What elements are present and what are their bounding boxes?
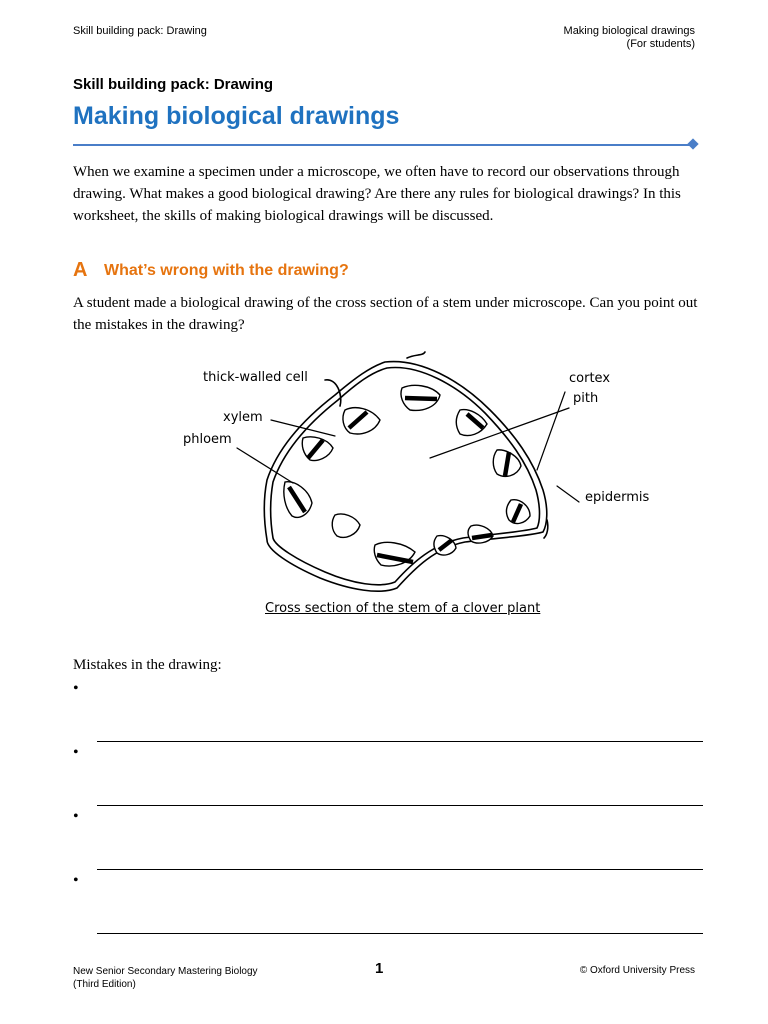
answer-line-3[interactable]: [97, 869, 703, 870]
section-title: What’s wrong with the drawing?: [104, 262, 349, 279]
label-phloem: phloem: [183, 432, 232, 447]
header-right: [564, 25, 695, 51]
footer-edition: (Third Edition): [73, 979, 136, 990]
header-left: Skill building pack: Drawing: [73, 25, 207, 37]
footer-copyright: © Oxford University Press: [579, 965, 695, 976]
figure-caption: Cross section of the stem of a clover plant: [265, 601, 541, 616]
answer-line-4[interactable]: [97, 933, 703, 934]
footer-left: [73, 965, 258, 991]
label-thick-walled-cell: thick-walled cell: [203, 370, 308, 385]
bullet-3: •: [73, 808, 79, 825]
label-epidermis: epidermis: [585, 490, 650, 505]
label-cortex: cortex: [569, 371, 611, 386]
label-xylem: xylem: [223, 410, 263, 425]
header-right-subtitle: (For students): [626, 38, 695, 50]
mistakes-label: Mistakes in the drawing:: [73, 657, 222, 673]
bullet-4: •: [73, 872, 79, 889]
bullet-2: •: [73, 744, 79, 761]
page-number: 1: [375, 960, 384, 977]
page-title: Making biological drawings: [73, 102, 400, 130]
pack-title: Skill building pack: Drawing: [73, 76, 274, 93]
epidermis-leader: [557, 486, 579, 502]
bullet-1: •: [73, 680, 79, 697]
title-rule-diamond: [687, 138, 698, 149]
question-text: A student made a biological drawing of the cross section of a stem under microscope. Can you point out the mistakes in the drawing?: [73, 295, 698, 333]
intro-paragraph: When we examine a specimen under a microscope, we often have to record our observations through drawing. What makes a good biological drawing? Are there any rules for biological drawings? In this worksheet, the skills of making biological drawings will be discussed.: [73, 164, 681, 224]
phloem-leader: [237, 448, 293, 483]
footer-book-title: New Senior Secondary Mastering Biology: [73, 966, 258, 977]
stem-drawing: [175, 350, 665, 600]
header-right-title: Making biological drawings: [563, 25, 695, 37]
section-letter: A: [73, 259, 88, 281]
label-pith: pith: [573, 391, 599, 406]
cortex-leader: [537, 392, 565, 470]
answer-line-1[interactable]: [97, 741, 703, 742]
title-rule: [73, 144, 691, 146]
answer-line-2[interactable]: [97, 805, 703, 806]
stem-cross-section-figure: [175, 350, 665, 600]
